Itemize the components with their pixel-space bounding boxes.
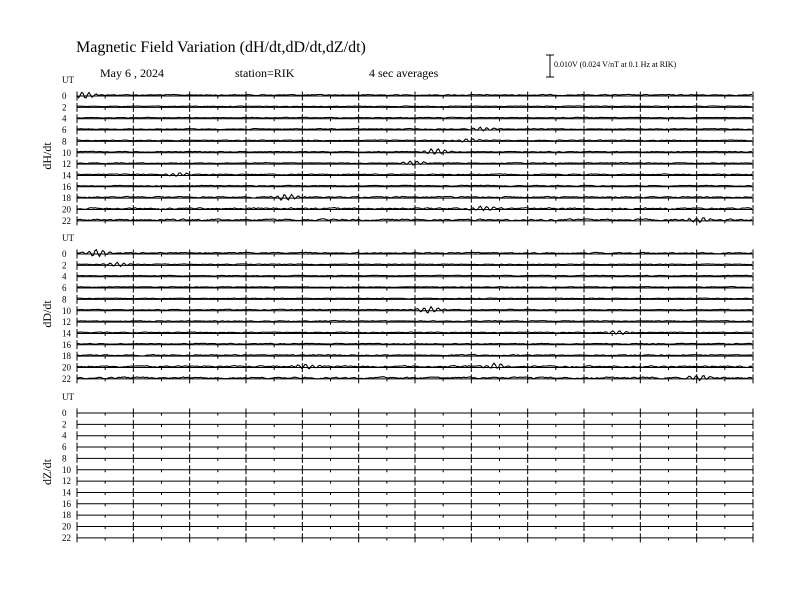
row-label: 8 — [62, 294, 67, 305]
row-label: 20 — [62, 521, 71, 532]
row-label: 12 — [62, 159, 71, 170]
row-label: 0 — [62, 408, 67, 418]
ut-label: UT — [62, 392, 74, 402]
averaging-label: 4 sec averages — [369, 66, 439, 80]
panel-dD-dt — [40, 233, 753, 384]
row-label: 4 — [62, 271, 67, 282]
station-label: station=RIK — [235, 66, 295, 80]
row-label: 8 — [62, 453, 67, 464]
row-label: 2 — [62, 419, 67, 430]
date-label: May 6 , 2024 — [100, 66, 164, 80]
row-label: 2 — [62, 260, 67, 271]
row-label: 14 — [62, 487, 71, 498]
trace-line — [77, 185, 752, 186]
row-label: 12 — [62, 476, 71, 487]
row-label: 16 — [62, 339, 71, 350]
row-label: 2 — [62, 102, 67, 113]
row-label: 18 — [62, 351, 71, 362]
row-label: 0 — [62, 91, 67, 101]
ut-label: UT — [62, 75, 74, 85]
row-label: 6 — [62, 283, 67, 294]
row-label: 10 — [62, 464, 71, 475]
panel-ylabel: dD/dt — [40, 300, 54, 328]
row-label: 6 — [62, 442, 67, 453]
row-label: 22 — [62, 373, 71, 384]
row-label: 6 — [62, 125, 67, 136]
row-label: 16 — [62, 181, 71, 192]
row-label: 16 — [62, 498, 71, 509]
panel-dZ-dt — [40, 392, 753, 543]
ut-label: UT — [62, 233, 74, 243]
row-label: 20 — [62, 204, 71, 215]
row-label: 22 — [62, 532, 71, 543]
row-label: 10 — [62, 147, 71, 158]
row-label: 18 — [62, 510, 71, 521]
row-label: 10 — [62, 305, 71, 316]
chart-title: Magnetic Field Variation (dH/dt,dD/dt,dZ/dt) — [76, 39, 366, 56]
scale-bar — [546, 55, 554, 77]
panel-dH-dt — [40, 75, 753, 226]
row-label: 18 — [62, 193, 71, 204]
scale-bar-label: 0.010V (0.024 V/nT at 0.1 Hz at RIK) — [554, 60, 677, 69]
row-label: 20 — [62, 362, 71, 373]
panel-ylabel: dZ/dt — [40, 459, 54, 485]
row-label: 4 — [62, 113, 67, 124]
row-label: 0 — [62, 249, 67, 259]
row-label: 4 — [62, 430, 67, 441]
row-label: 12 — [62, 317, 71, 328]
row-label: 8 — [62, 136, 67, 147]
row-label: 14 — [62, 328, 71, 339]
row-label: 22 — [62, 215, 71, 226]
panels — [40, 75, 753, 543]
panel-ylabel: dH/dt — [40, 142, 54, 170]
row-label: 14 — [62, 170, 71, 181]
trace-line — [77, 106, 752, 107]
